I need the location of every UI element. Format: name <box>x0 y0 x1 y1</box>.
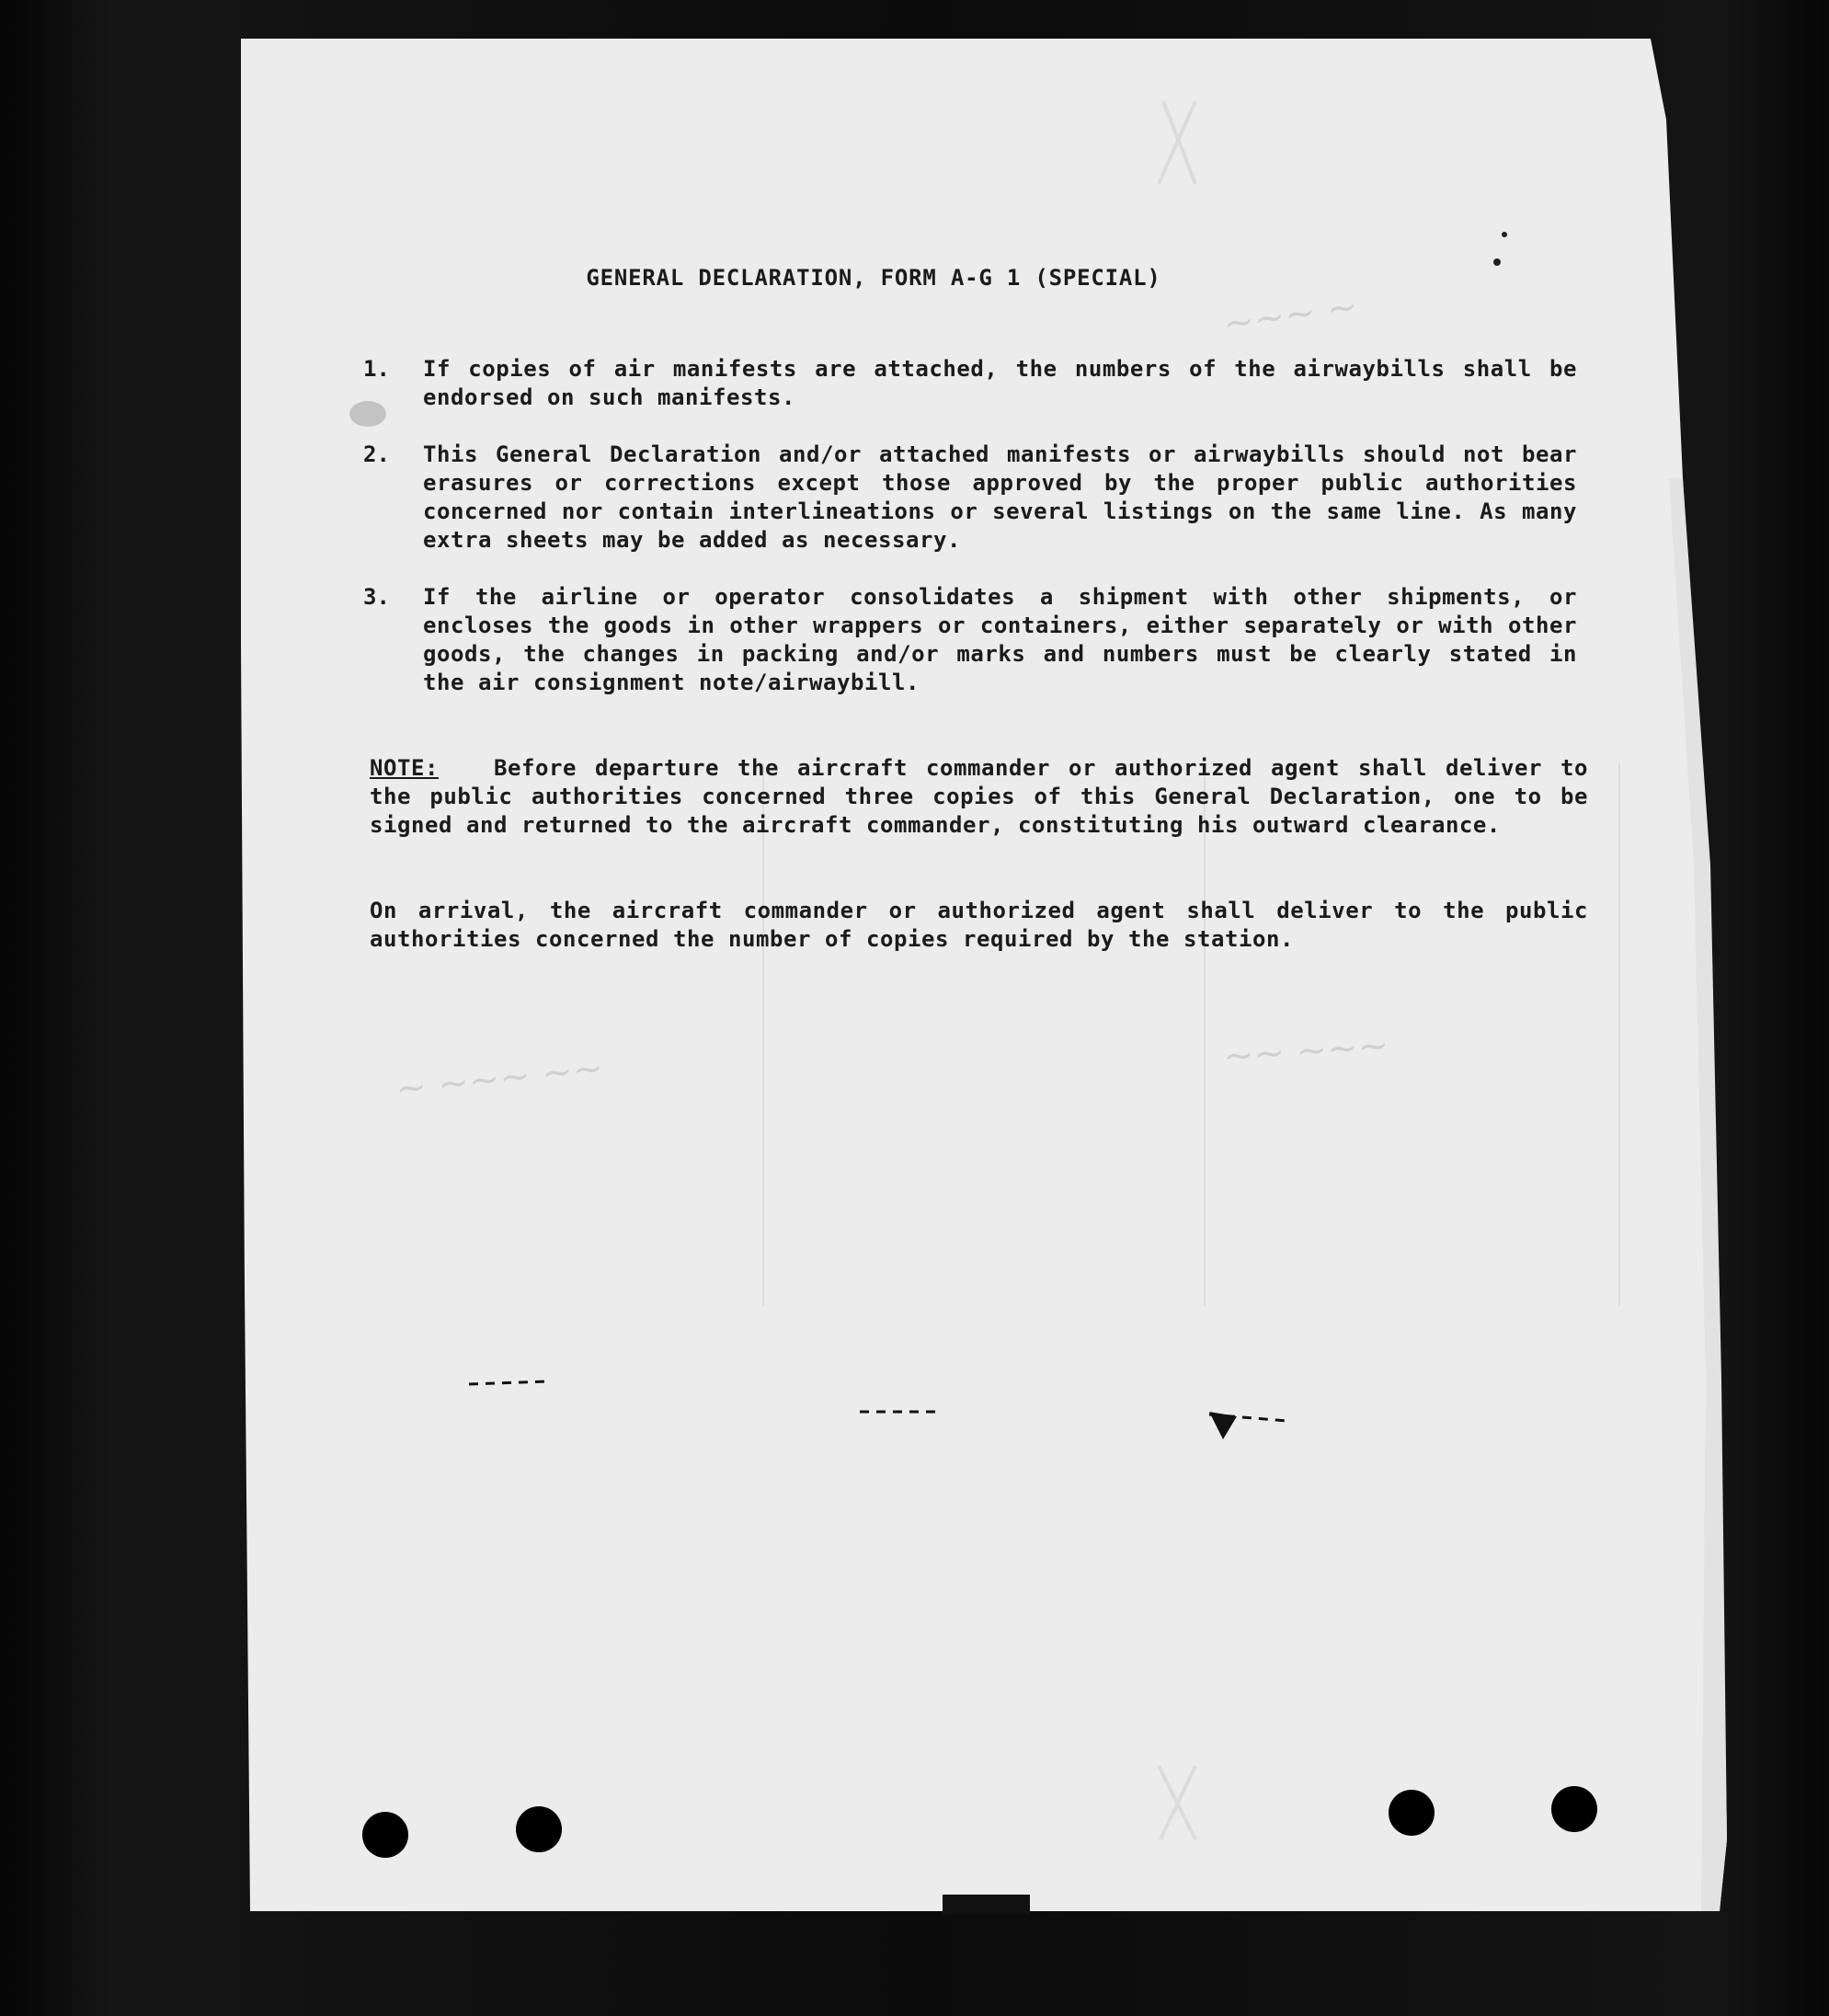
item-text: If copies of air manifests are attached, the numbers of the airwaybills shall be endorsed on such manifests. <box>423 356 1577 410</box>
paper-shape <box>241 39 1727 1911</box>
note-label: NOTE: <box>370 755 439 781</box>
document-title: GENERAL DECLARATION, FORM A-G 1 (SPECIAL) <box>586 265 1161 291</box>
punch-hole <box>362 1812 408 1858</box>
note-paragraph <box>370 754 1588 840</box>
item-number: 1. <box>363 356 390 382</box>
ink-dot <box>1493 258 1501 266</box>
punch-hole <box>1551 1786 1597 1832</box>
item-text: This General Declaration and/or attached manifests or airwaybills should not bear erasures or corrections except those approved by the proper public authorities concerned nor contain interlineations or several listings on the same line. As many extra sheets may be added as necessary. <box>423 441 1577 553</box>
item-text: If the airline or operator consolidates a shipment with other shipments, or encloses the goods in other wrappers or containers, either separately or with other goods, the changes in packing and/or marks and numbers must be clearly stated in the air consignment note/airwaybill. <box>423 584 1577 695</box>
ink-dot <box>1502 232 1507 237</box>
item-number: 2. <box>363 441 390 467</box>
bleedthrough-handwriting: ~ ~~~ ~~ <box>394 1047 606 1111</box>
bleedthrough-handwriting: ~~~ ~ <box>1220 285 1361 346</box>
punch-hole <box>516 1806 562 1852</box>
bleedthrough-handwriting: ~~ ~~~ <box>1221 1024 1390 1079</box>
smudge-mark <box>349 401 386 427</box>
item-number: 3. <box>363 584 390 610</box>
binding-clip <box>943 1895 1030 1915</box>
arrival-paragraph: On arrival, the aircraft commander or authorized agent shall deliver to the public authorities concerned the number of copies required by the station. <box>370 898 1588 952</box>
punch-hole <box>1389 1790 1435 1836</box>
note-text: Before departure the aircraft commander or authorized agent shall deliver to the public authorities concerned three copies of this General Declaration, one to be signed and returned to the aircraft commander, constituting his outward clearance. <box>370 755 1588 838</box>
